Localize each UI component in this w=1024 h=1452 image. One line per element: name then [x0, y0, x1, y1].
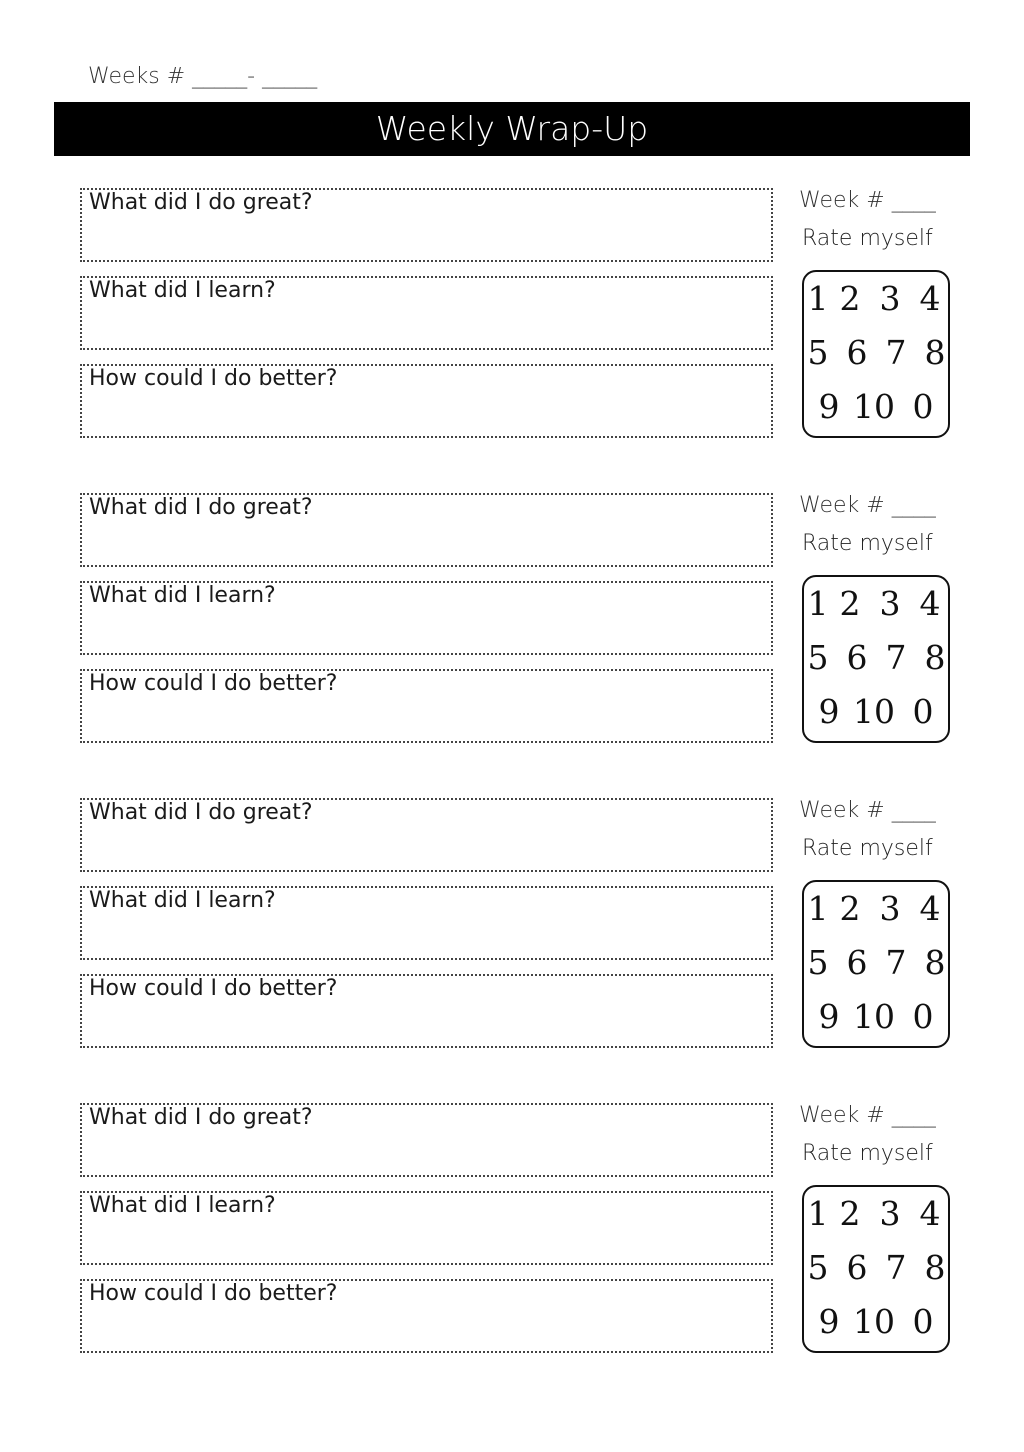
- rating-option[interactable]: 10: [853, 387, 895, 426]
- rating-option[interactable]: 1: [807, 584, 829, 623]
- rating-option[interactable]: 5: [807, 943, 829, 982]
- weeks-range-field[interactable]: Weeks # _____- _____: [88, 64, 318, 89]
- rating-grid: [802, 880, 950, 1048]
- prompt-box-great[interactable]: [80, 798, 773, 872]
- rating-option[interactable]: 5: [807, 1248, 829, 1287]
- rating-option[interactable]: 7: [885, 333, 907, 372]
- rating-option[interactable]: 3: [879, 584, 901, 623]
- rating-option[interactable]: 3: [879, 279, 901, 318]
- prompt-box-great[interactable]: [80, 1103, 773, 1177]
- rating-option[interactable]: 0: [912, 997, 934, 1036]
- prompt-label: How could I do better?: [89, 366, 338, 391]
- prompt-label: What did I learn?: [89, 1193, 276, 1218]
- prompt-label: What did I do great?: [89, 800, 313, 825]
- rating-option[interactable]: 8: [924, 333, 946, 372]
- week-number-field[interactable]: Week # ____: [799, 493, 936, 518]
- rating-option[interactable]: 10: [853, 692, 895, 731]
- prompt-box-learn[interactable]: [80, 886, 773, 960]
- rating-option[interactable]: 9: [818, 692, 840, 731]
- rating-grid: [802, 575, 950, 743]
- rating-option[interactable]: 8: [924, 943, 946, 982]
- rating-option[interactable]: 5: [807, 638, 829, 677]
- rating-option[interactable]: 10: [853, 997, 895, 1036]
- prompt-label: How could I do better?: [89, 976, 338, 1001]
- prompt-label: What did I do great?: [89, 190, 313, 215]
- prompt-box-better[interactable]: [80, 974, 773, 1048]
- week-section: [0, 188, 1024, 448]
- week-section: [0, 798, 1024, 1058]
- rating-option[interactable]: 1: [807, 1194, 829, 1233]
- week-section: [0, 493, 1024, 753]
- rate-myself-label: Rate myself: [802, 1141, 933, 1166]
- rating-option[interactable]: 6: [846, 333, 868, 372]
- prompt-box-great[interactable]: [80, 188, 773, 262]
- week-section: [0, 1103, 1024, 1363]
- rating-grid: [802, 1185, 950, 1353]
- rating-option[interactable]: 7: [885, 638, 907, 677]
- rate-myself-label: Rate myself: [802, 531, 933, 556]
- rating-option[interactable]: 7: [885, 1248, 907, 1287]
- rating-option[interactable]: 5: [807, 333, 829, 372]
- rating-option[interactable]: 0: [912, 387, 934, 426]
- rating-option[interactable]: 6: [846, 943, 868, 982]
- rating-option[interactable]: 4: [919, 279, 941, 318]
- prompt-label: What did I do great?: [89, 495, 313, 520]
- rate-myself-label: Rate myself: [802, 836, 933, 861]
- rating-option[interactable]: 4: [919, 1194, 941, 1233]
- rating-option[interactable]: 8: [924, 1248, 946, 1287]
- rating-option[interactable]: 3: [879, 889, 901, 928]
- prompt-label: What did I learn?: [89, 888, 276, 913]
- rating-option[interactable]: 2: [839, 1194, 861, 1233]
- rating-option[interactable]: 2: [839, 889, 861, 928]
- rating-option[interactable]: 8: [924, 638, 946, 677]
- prompt-box-great[interactable]: [80, 493, 773, 567]
- rating-option[interactable]: 6: [846, 638, 868, 677]
- prompt-label: How could I do better?: [89, 1281, 338, 1306]
- rating-option[interactable]: 3: [879, 1194, 901, 1233]
- week-number-field[interactable]: Week # ____: [799, 798, 936, 823]
- prompt-label: What did I learn?: [89, 583, 276, 608]
- rating-option[interactable]: 2: [839, 279, 861, 318]
- rating-option[interactable]: 1: [807, 889, 829, 928]
- rating-option[interactable]: 6: [846, 1248, 868, 1287]
- prompt-box-learn[interactable]: [80, 1191, 773, 1265]
- page-title: Weekly Wrap-Up: [54, 102, 970, 156]
- rating-option[interactable]: 4: [919, 889, 941, 928]
- rating-option[interactable]: 1: [807, 279, 829, 318]
- prompt-label: What did I learn?: [89, 278, 276, 303]
- rating-option[interactable]: 9: [818, 387, 840, 426]
- prompt-box-better[interactable]: [80, 1279, 773, 1353]
- week-number-field[interactable]: Week # ____: [799, 1103, 936, 1128]
- prompt-box-better[interactable]: [80, 669, 773, 743]
- rating-option[interactable]: 0: [912, 1302, 934, 1341]
- prompt-box-better[interactable]: [80, 364, 773, 438]
- rating-option[interactable]: 9: [818, 1302, 840, 1341]
- prompt-label: How could I do better?: [89, 671, 338, 696]
- rating-option[interactable]: 4: [919, 584, 941, 623]
- rating-option[interactable]: 10: [853, 1302, 895, 1341]
- prompt-box-learn[interactable]: [80, 581, 773, 655]
- week-number-field[interactable]: Week # ____: [799, 188, 936, 213]
- rating-grid: [802, 270, 950, 438]
- rate-myself-label: Rate myself: [802, 226, 933, 251]
- prompt-box-learn[interactable]: [80, 276, 773, 350]
- rating-option[interactable]: 7: [885, 943, 907, 982]
- prompt-label: What did I do great?: [89, 1105, 313, 1130]
- rating-option[interactable]: 0: [912, 692, 934, 731]
- rating-option[interactable]: 9: [818, 997, 840, 1036]
- rating-option[interactable]: 2: [839, 584, 861, 623]
